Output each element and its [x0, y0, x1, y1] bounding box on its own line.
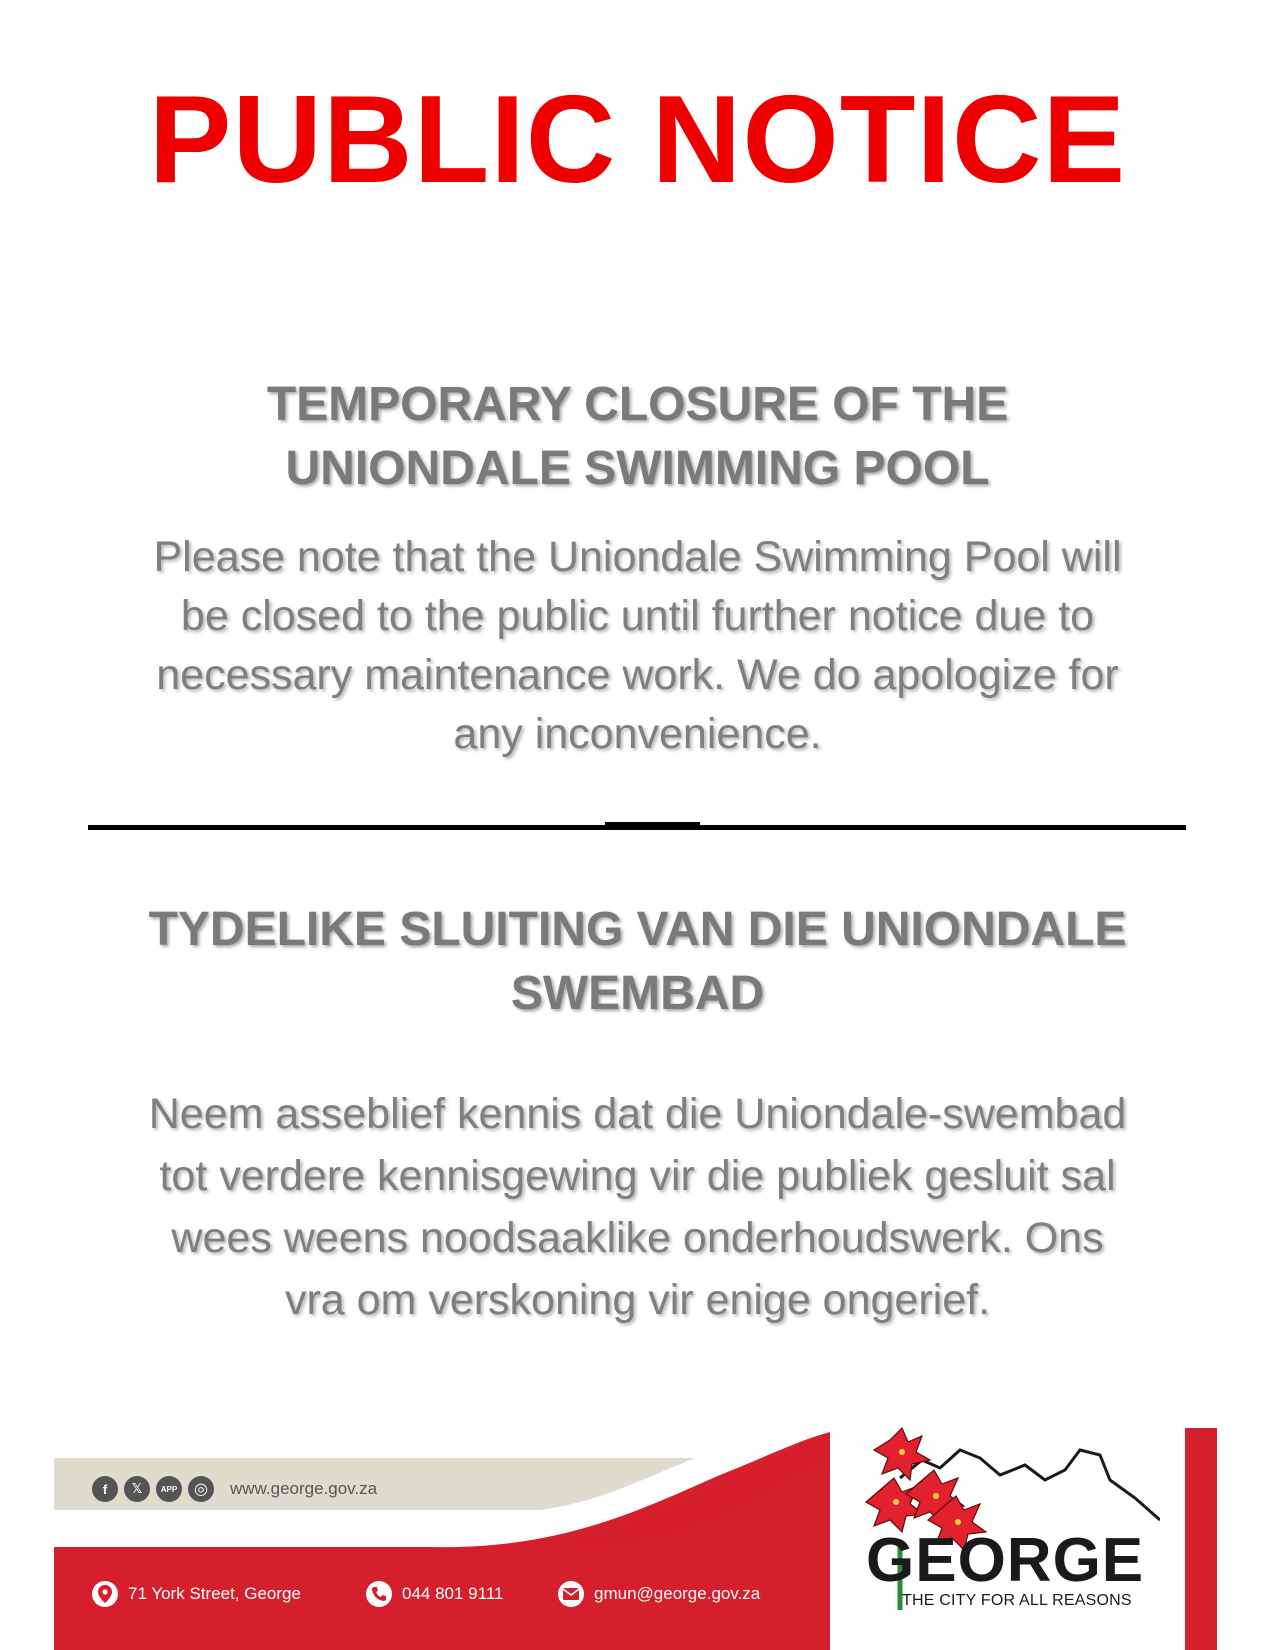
footer	[0, 1420, 1275, 1650]
afrikaans-heading-line: SWEMBAD	[510, 967, 765, 1020]
english-heading-line: TEMPORARY CLOSURE OF THE	[266, 378, 1009, 431]
afrikaans-body-line: wees weens noodsaaklike onderhoudswerk. Ons	[171, 1214, 1104, 1262]
x-icon[interactable]	[124, 1476, 150, 1502]
email-item	[558, 1581, 760, 1607]
notice-title: PUBLIC NOTICE	[148, 71, 1127, 209]
phone-text[interactable]: 044 801 9111	[402, 1584, 504, 1603]
english-heading-line: UNIONDALE SWIMMING POOL	[285, 442, 990, 495]
afrikaans-heading	[90, 898, 1185, 1026]
address-item	[92, 1581, 301, 1607]
envelope-icon	[558, 1581, 584, 1607]
x-glyph: 𝕏	[131, 1481, 143, 1496]
facebook-icon[interactable]	[92, 1476, 118, 1502]
globe-icon[interactable]	[188, 1476, 214, 1502]
address-text: 71 York Street, George	[128, 1584, 301, 1603]
phone-icon	[366, 1581, 392, 1607]
social-row	[92, 1476, 377, 1502]
location-pin-icon	[92, 1581, 118, 1607]
english-body-line: any inconvenience.	[453, 710, 822, 758]
english-body-line: Please note that the Uniondale Swimming Pool will	[153, 533, 1122, 581]
english-heading	[90, 373, 1185, 501]
section-divider-accent	[605, 822, 700, 825]
afrikaans-heading-line: TYDELIKE SLUITING VAN DIE UNIONDALE	[148, 903, 1127, 956]
english-body-line: be closed to the public until further notice due to	[180, 592, 1095, 640]
afrikaans-body-line: vra om verskoning vir enige ongerief.	[284, 1276, 991, 1324]
logo-wordmark: GEORGE	[866, 1526, 1145, 1595]
logo-tagline: THE CITY FOR ALL REASONS	[902, 1592, 1132, 1609]
footer-red-bar	[1185, 1428, 1217, 1650]
app-icon[interactable]	[156, 1476, 182, 1502]
afrikaans-body-line: tot verdere kennisgewing vir die publiek gesluit sal	[159, 1152, 1116, 1200]
email-text[interactable]: gmun@george.gov.za	[594, 1584, 761, 1603]
phone-item	[366, 1581, 503, 1607]
english-body-line: necessary maintenance work. We do apologize for	[156, 651, 1119, 699]
english-body	[90, 528, 1185, 764]
website-link[interactable]: www.george.gov.za	[230, 1479, 378, 1498]
app-glyph: APP	[160, 1484, 178, 1494]
facebook-glyph: f	[102, 1481, 108, 1497]
afrikaans-body	[90, 1083, 1185, 1331]
globe-glyph: ◎	[194, 1481, 208, 1498]
afrikaans-body-line: Neem asseblief kennis dat die Uniondale-swembad	[148, 1090, 1127, 1138]
section-divider	[88, 825, 1186, 830]
